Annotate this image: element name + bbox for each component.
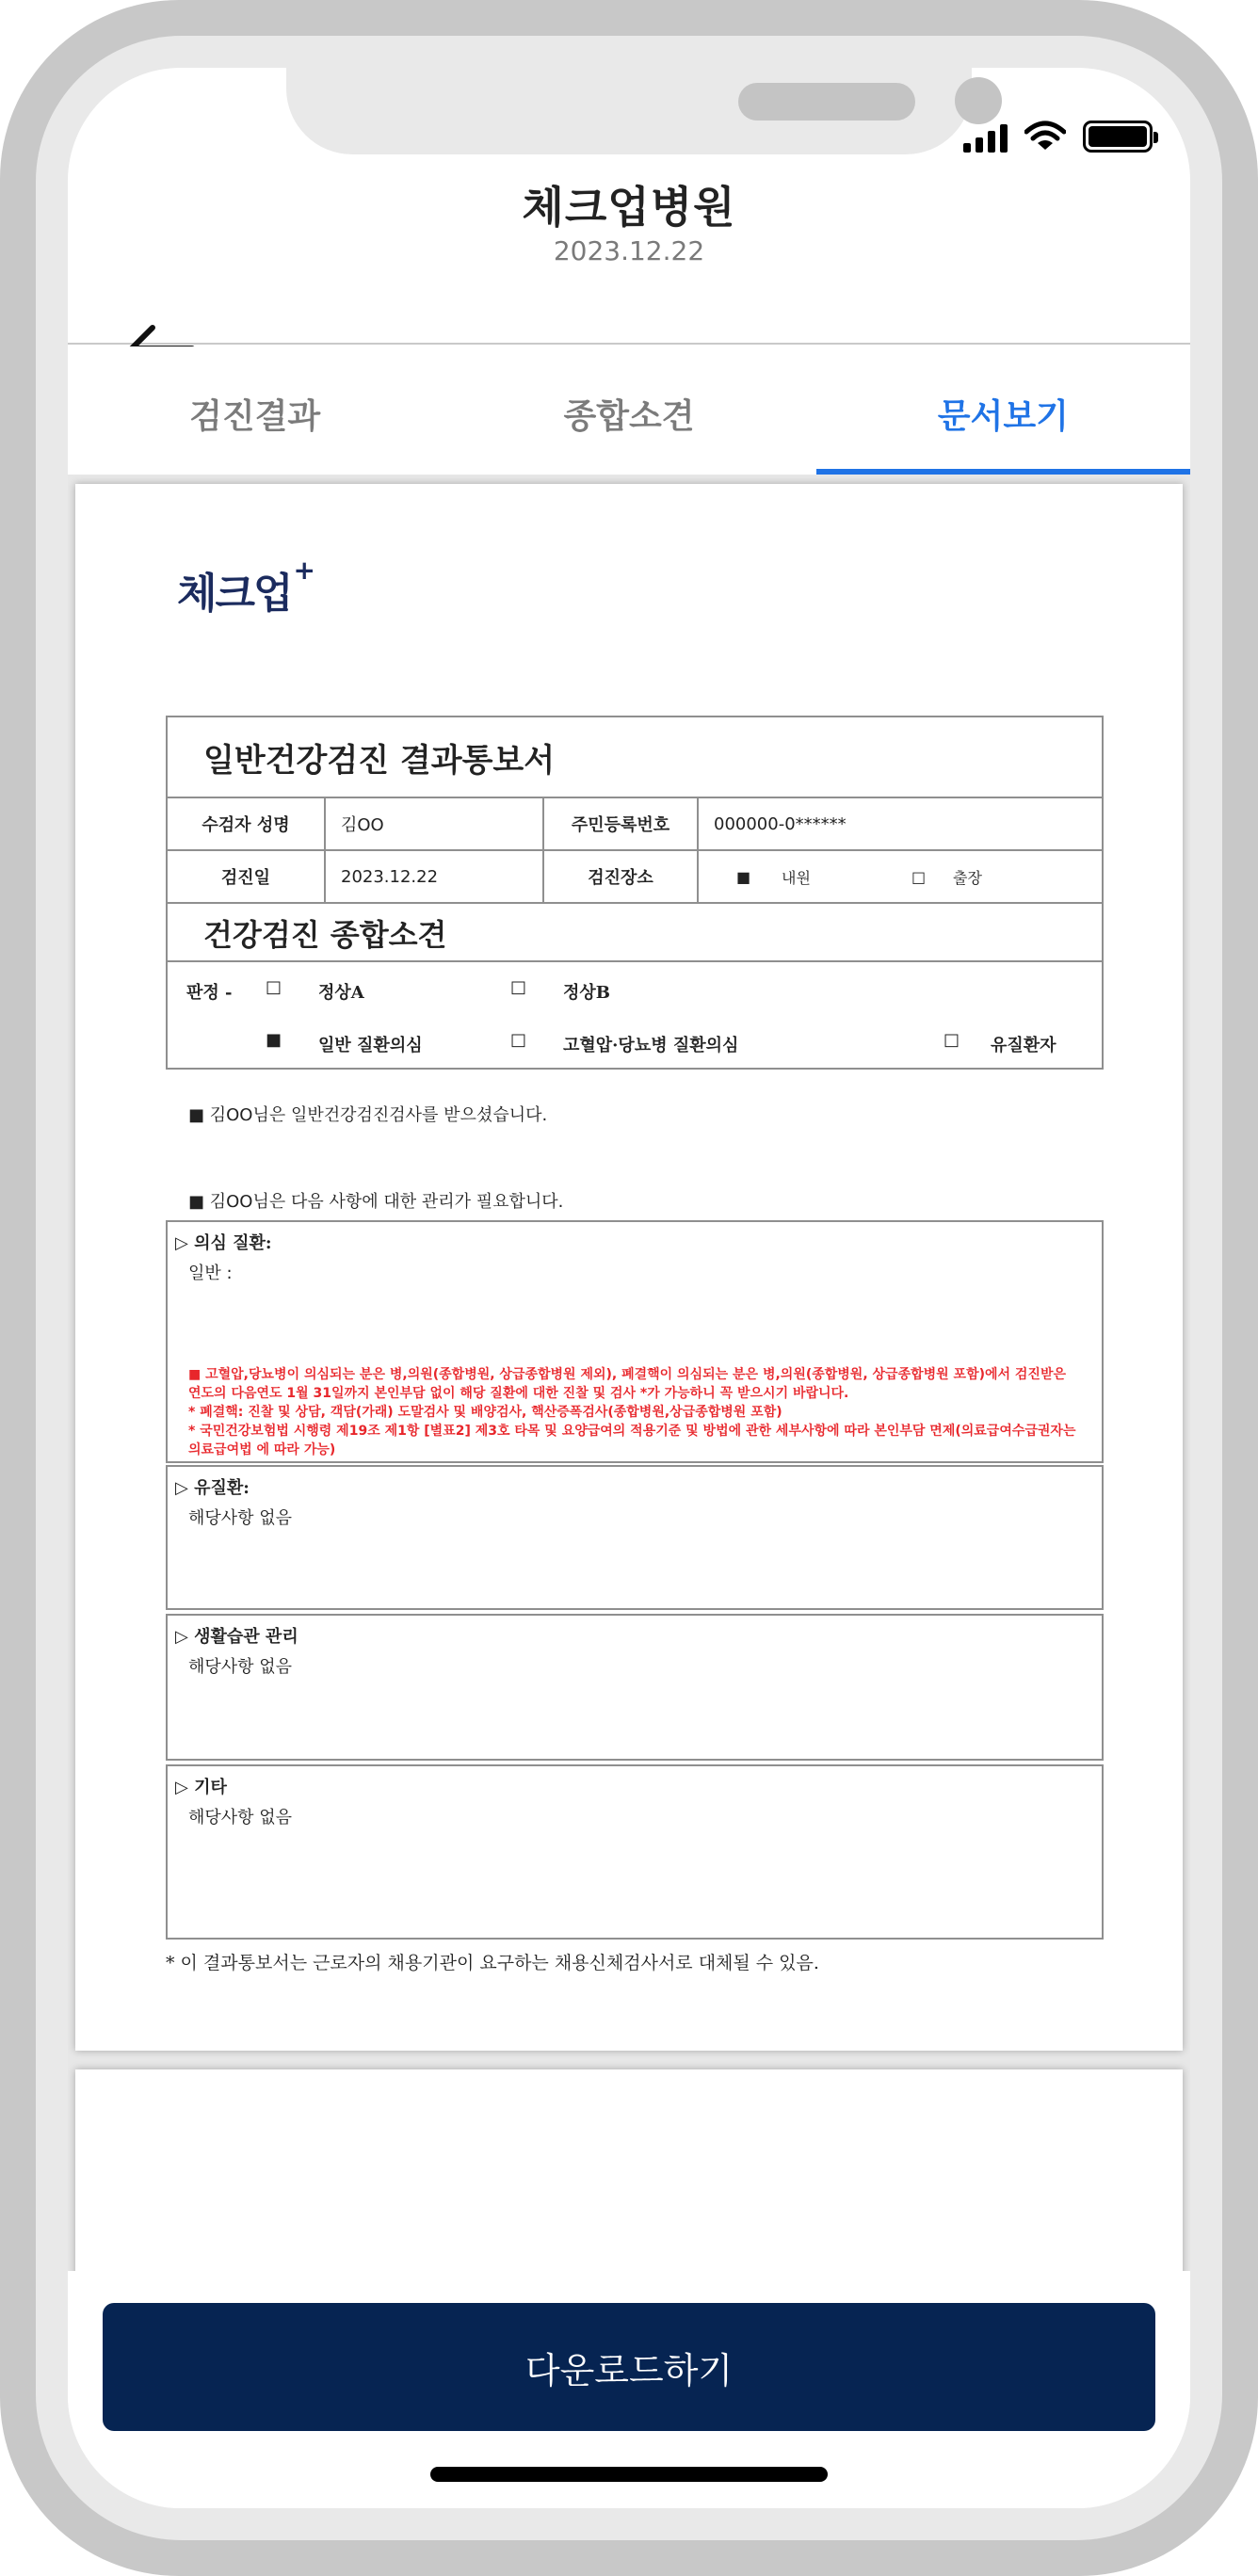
battery-icon [1083, 121, 1153, 153]
checkup-logo: 체크업+ [177, 555, 314, 618]
tab-checkup-results[interactable]: 검진결과 [189, 397, 321, 436]
result-table [166, 716, 1104, 1070]
section-existing-disease: ▷ 유질환: 해당사항 없음 [166, 1465, 1104, 1610]
info-row-name: 수검자 성명 김OO 주민등록번호 000000-0****** [168, 797, 1102, 849]
section-lifestyle: ▷ 생활습관 관리 해당사항 없음 [166, 1614, 1104, 1761]
document-viewer[interactable] [68, 475, 1190, 2305]
tab-bar [68, 346, 1190, 475]
bottom-bar [68, 2271, 1190, 2508]
footnote: * 이 결과통보서는 근로자의 채용기관이 요구하는 채용신체검사서로 대체될 수 있음. [166, 1953, 819, 1973]
document-page [75, 484, 1183, 2051]
note-management: ■ 김OO님은 다음 사항에 대한 관리가 필요합니다. [188, 1192, 564, 1212]
note-received: ■ 김OO님은 일반건강검진검사를 받으셨습니다. [188, 1105, 548, 1125]
document-title: 일반건강검진 결과통보서 [203, 742, 556, 780]
download-button[interactable]: 다운로드하기 [103, 2303, 1155, 2431]
info-row-date: 검진일 2023.12.22 검진장소 ■ 내원 □ 출장 [168, 849, 1102, 902]
notch [286, 68, 972, 154]
wifi-icon [1024, 121, 1066, 153]
summary-title: 건강검진 종합소견 [168, 902, 1102, 960]
section-etc: ▷ 기타 해당사항 없음 [166, 1764, 1104, 1940]
tab-overall-opinion[interactable]: 종합소견 [563, 397, 695, 436]
tab-document-view[interactable]: 문서보기 [816, 346, 1190, 475]
section-suspected-disease: ▷ 의심 질환: 일반 : ■ 고혈압,당뇨병이 의심되는 분은 병,의원(종합병원, 상급종합병원 제외), 폐결핵이 의심되는 분은 병,의원(종합병원, 상급종합병원 포함)에서 검진받은 연도의 다음연도 1월 31일까지 본인부담 없이 해당 질환에 대한 진찰 및 검사 *가 가능하니 꼭 받으시기 바랍니다. * 폐결핵: 진찰 및 상담, 객담(가래) 도말검사 및 배양검사, 핵산증폭검사(종합병원,상급종합병원 포함) * 국민건강보험법 시행령 제19조 제1항 [별표2] 제3호 타목 및 요양급여의 적용기준 및 방법에 관한 세부사항에 따라 본인부담 면제(의료급여수급권자는 의료급여법 에 따라 가능) [166, 1220, 1104, 1463]
page-title: 체크업병원 [522, 182, 736, 233]
home-indicator [430, 2467, 828, 2482]
judgement-row: 판정 - □ 정상A □ 정상B ■ 일반 질환의심 □ 고혈압·당뇨병 질환의심 □ 유질환자 [168, 960, 1102, 1068]
page-date: 2023.12.22 [553, 235, 705, 266]
phone-screen [68, 68, 1190, 2508]
status-bar [963, 115, 1153, 153]
document-page-2 [75, 2069, 1183, 2305]
signal-icon [963, 122, 1008, 153]
speaker [738, 83, 915, 121]
warning-text: ■ 고혈압,당뇨병이 의심되는 분은 병,의원(종합병원, 상급종합병원 제외), 폐결핵이 의심되는 분은 병,의원(종합병원, 상급종합병원 포함)에서 검진받은 연도의 다음연도 1월 31일까지 본인부담 없이 해당 질환에 대한 진찰 및 검사 *가 가능하니 꼭 받으시기 바랍니다. * 폐결핵: 진찰 및 상담, 객담(가래) 도말검사 및 배양검사, 핵산증폭검사(종합병원,상급종합병원 포함) * 국민건강보험법 시행령 제19조 제1항 [별표2] 제3호 타목 및 요양급여의 적용기준 및 방법에 관한 세부사항에 따라 본인부담 면제(의료급여수급권자는 의료급여법 에 따라 가능) [188, 1367, 1076, 1457]
place-options: ■ 내원 □ 출장 [736, 867, 982, 887]
